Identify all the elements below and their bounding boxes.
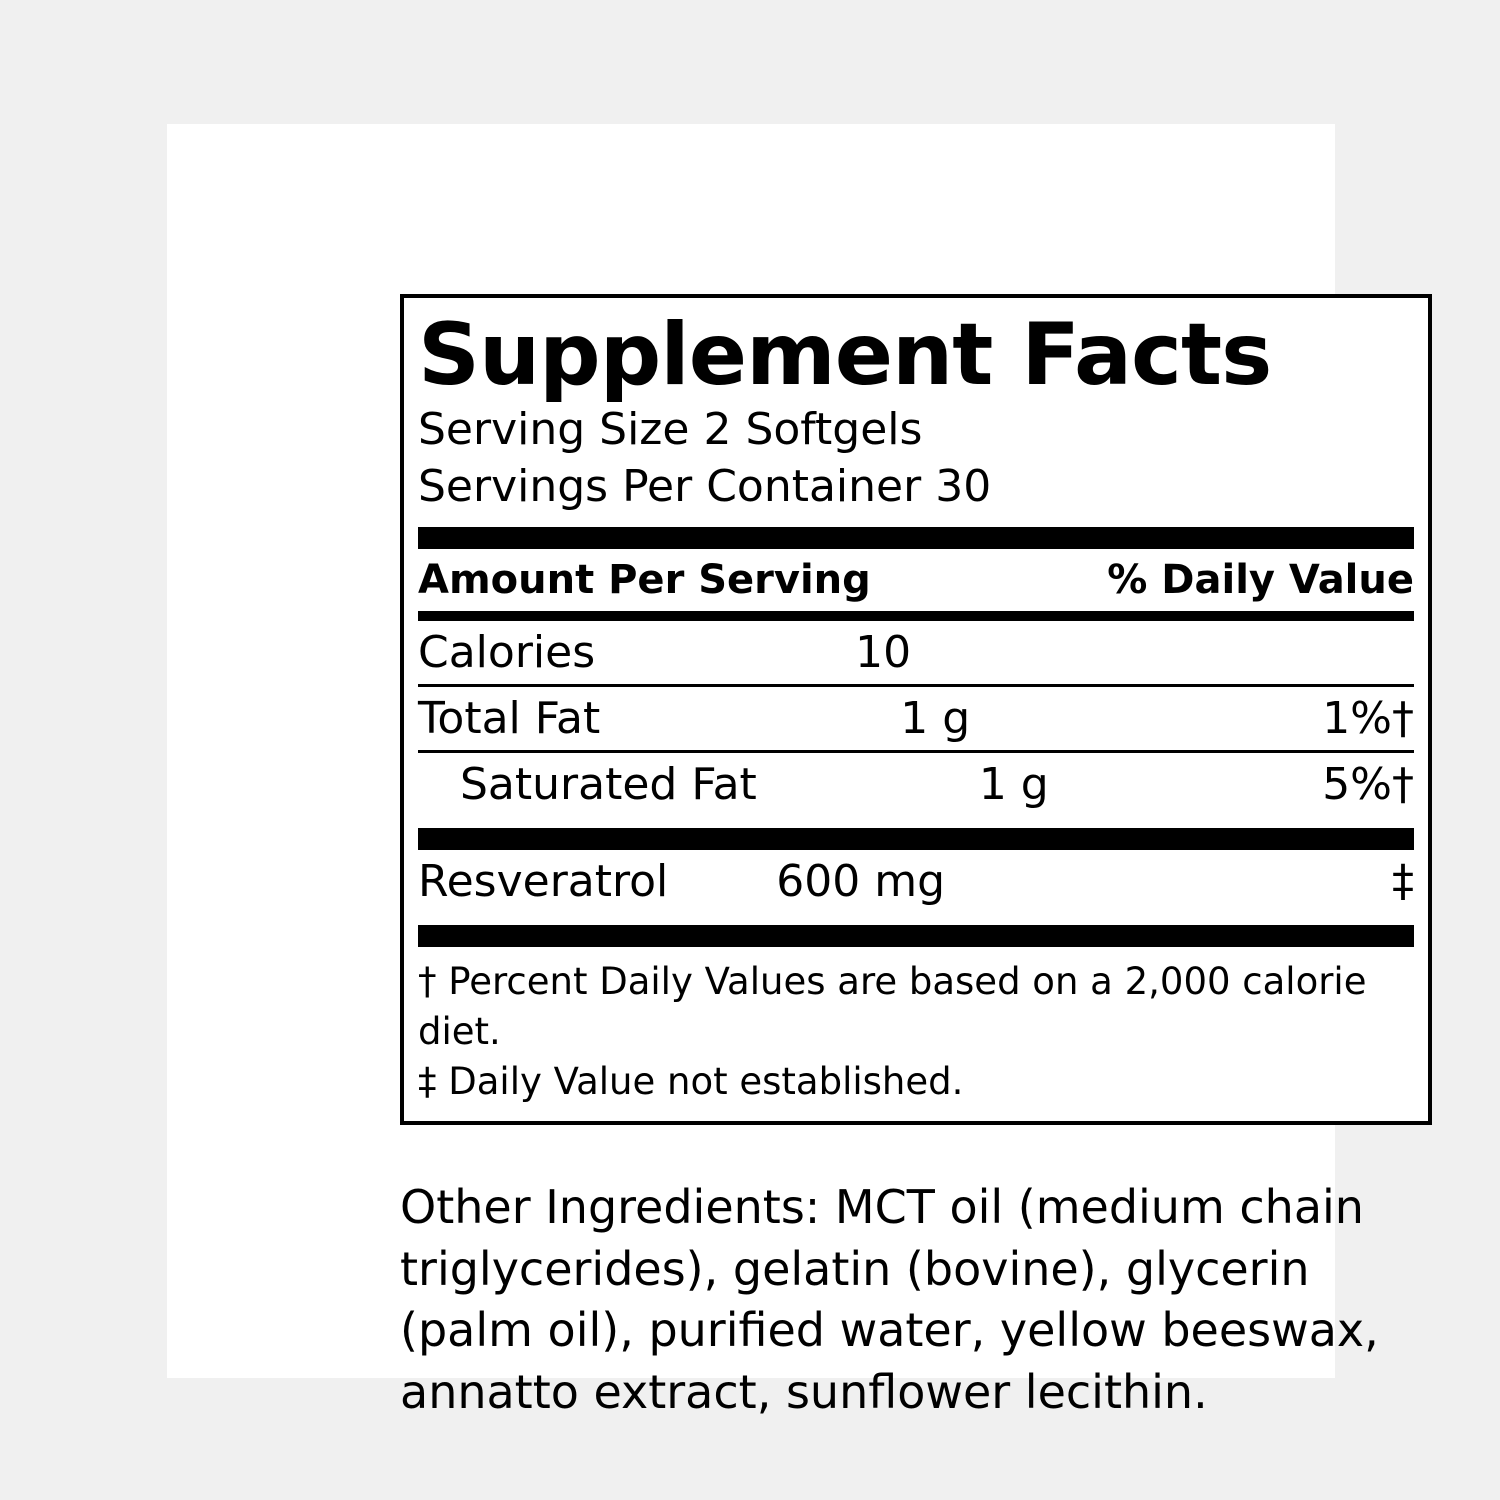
table-row — [418, 621, 1414, 684]
table-row — [418, 753, 1414, 816]
nutrient-name: Resveratrol — [418, 855, 669, 907]
nutrient-amount: 600 mg — [776, 855, 946, 907]
divider-medium-1 — [418, 611, 1414, 621]
footnote-dv-not-established: ‡ Daily Value not established. — [418, 1059, 964, 1103]
label-card — [167, 124, 1414, 1419]
footnote-daily-values: † Percent Daily Values are based on a 2,000 calorie diet. — [418, 959, 1367, 1053]
supplement-facts-title: Supplement Facts — [418, 305, 1272, 405]
nutrient-name: Total Fat — [418, 692, 601, 744]
nutrient-name: Calories — [418, 626, 596, 678]
table-header-row — [418, 549, 1414, 611]
table-row — [418, 687, 1414, 750]
serving-size-text: Serving Size 2 Softgels — [418, 404, 923, 456]
daily-value-header: % Daily Value — [1107, 556, 1414, 603]
divider-thick-top — [418, 527, 1414, 549]
divider-thick-bottom — [418, 925, 1414, 947]
nutrient-name: Saturated Fat — [460, 758, 757, 810]
nutrient-amount: 1 g — [900, 692, 971, 744]
other-ingredients-text: Other Ingredients: MCT oil (medium chain triglycerides), gelatin (bovine), glycerin (palm oil), purified water, yellow beeswax, annatto extract, sunflower lecithin. — [400, 1180, 1379, 1419]
nutrient-daily-value: 1%† — [1322, 692, 1414, 744]
amount-per-serving-header: Amount Per Serving — [418, 556, 871, 603]
servings-per-container-text: Servings Per Container 30 — [418, 460, 992, 512]
supplement-facts-panel — [400, 294, 1432, 1125]
nutrient-daily-value: ‡ — [1392, 855, 1414, 907]
divider-thick-middle — [418, 828, 1414, 850]
nutrient-amount: 10 — [855, 626, 912, 678]
nutrient-daily-value: 5%† — [1322, 758, 1414, 810]
nutrient-amount: 1 g — [978, 758, 1049, 810]
table-row — [418, 850, 1414, 913]
